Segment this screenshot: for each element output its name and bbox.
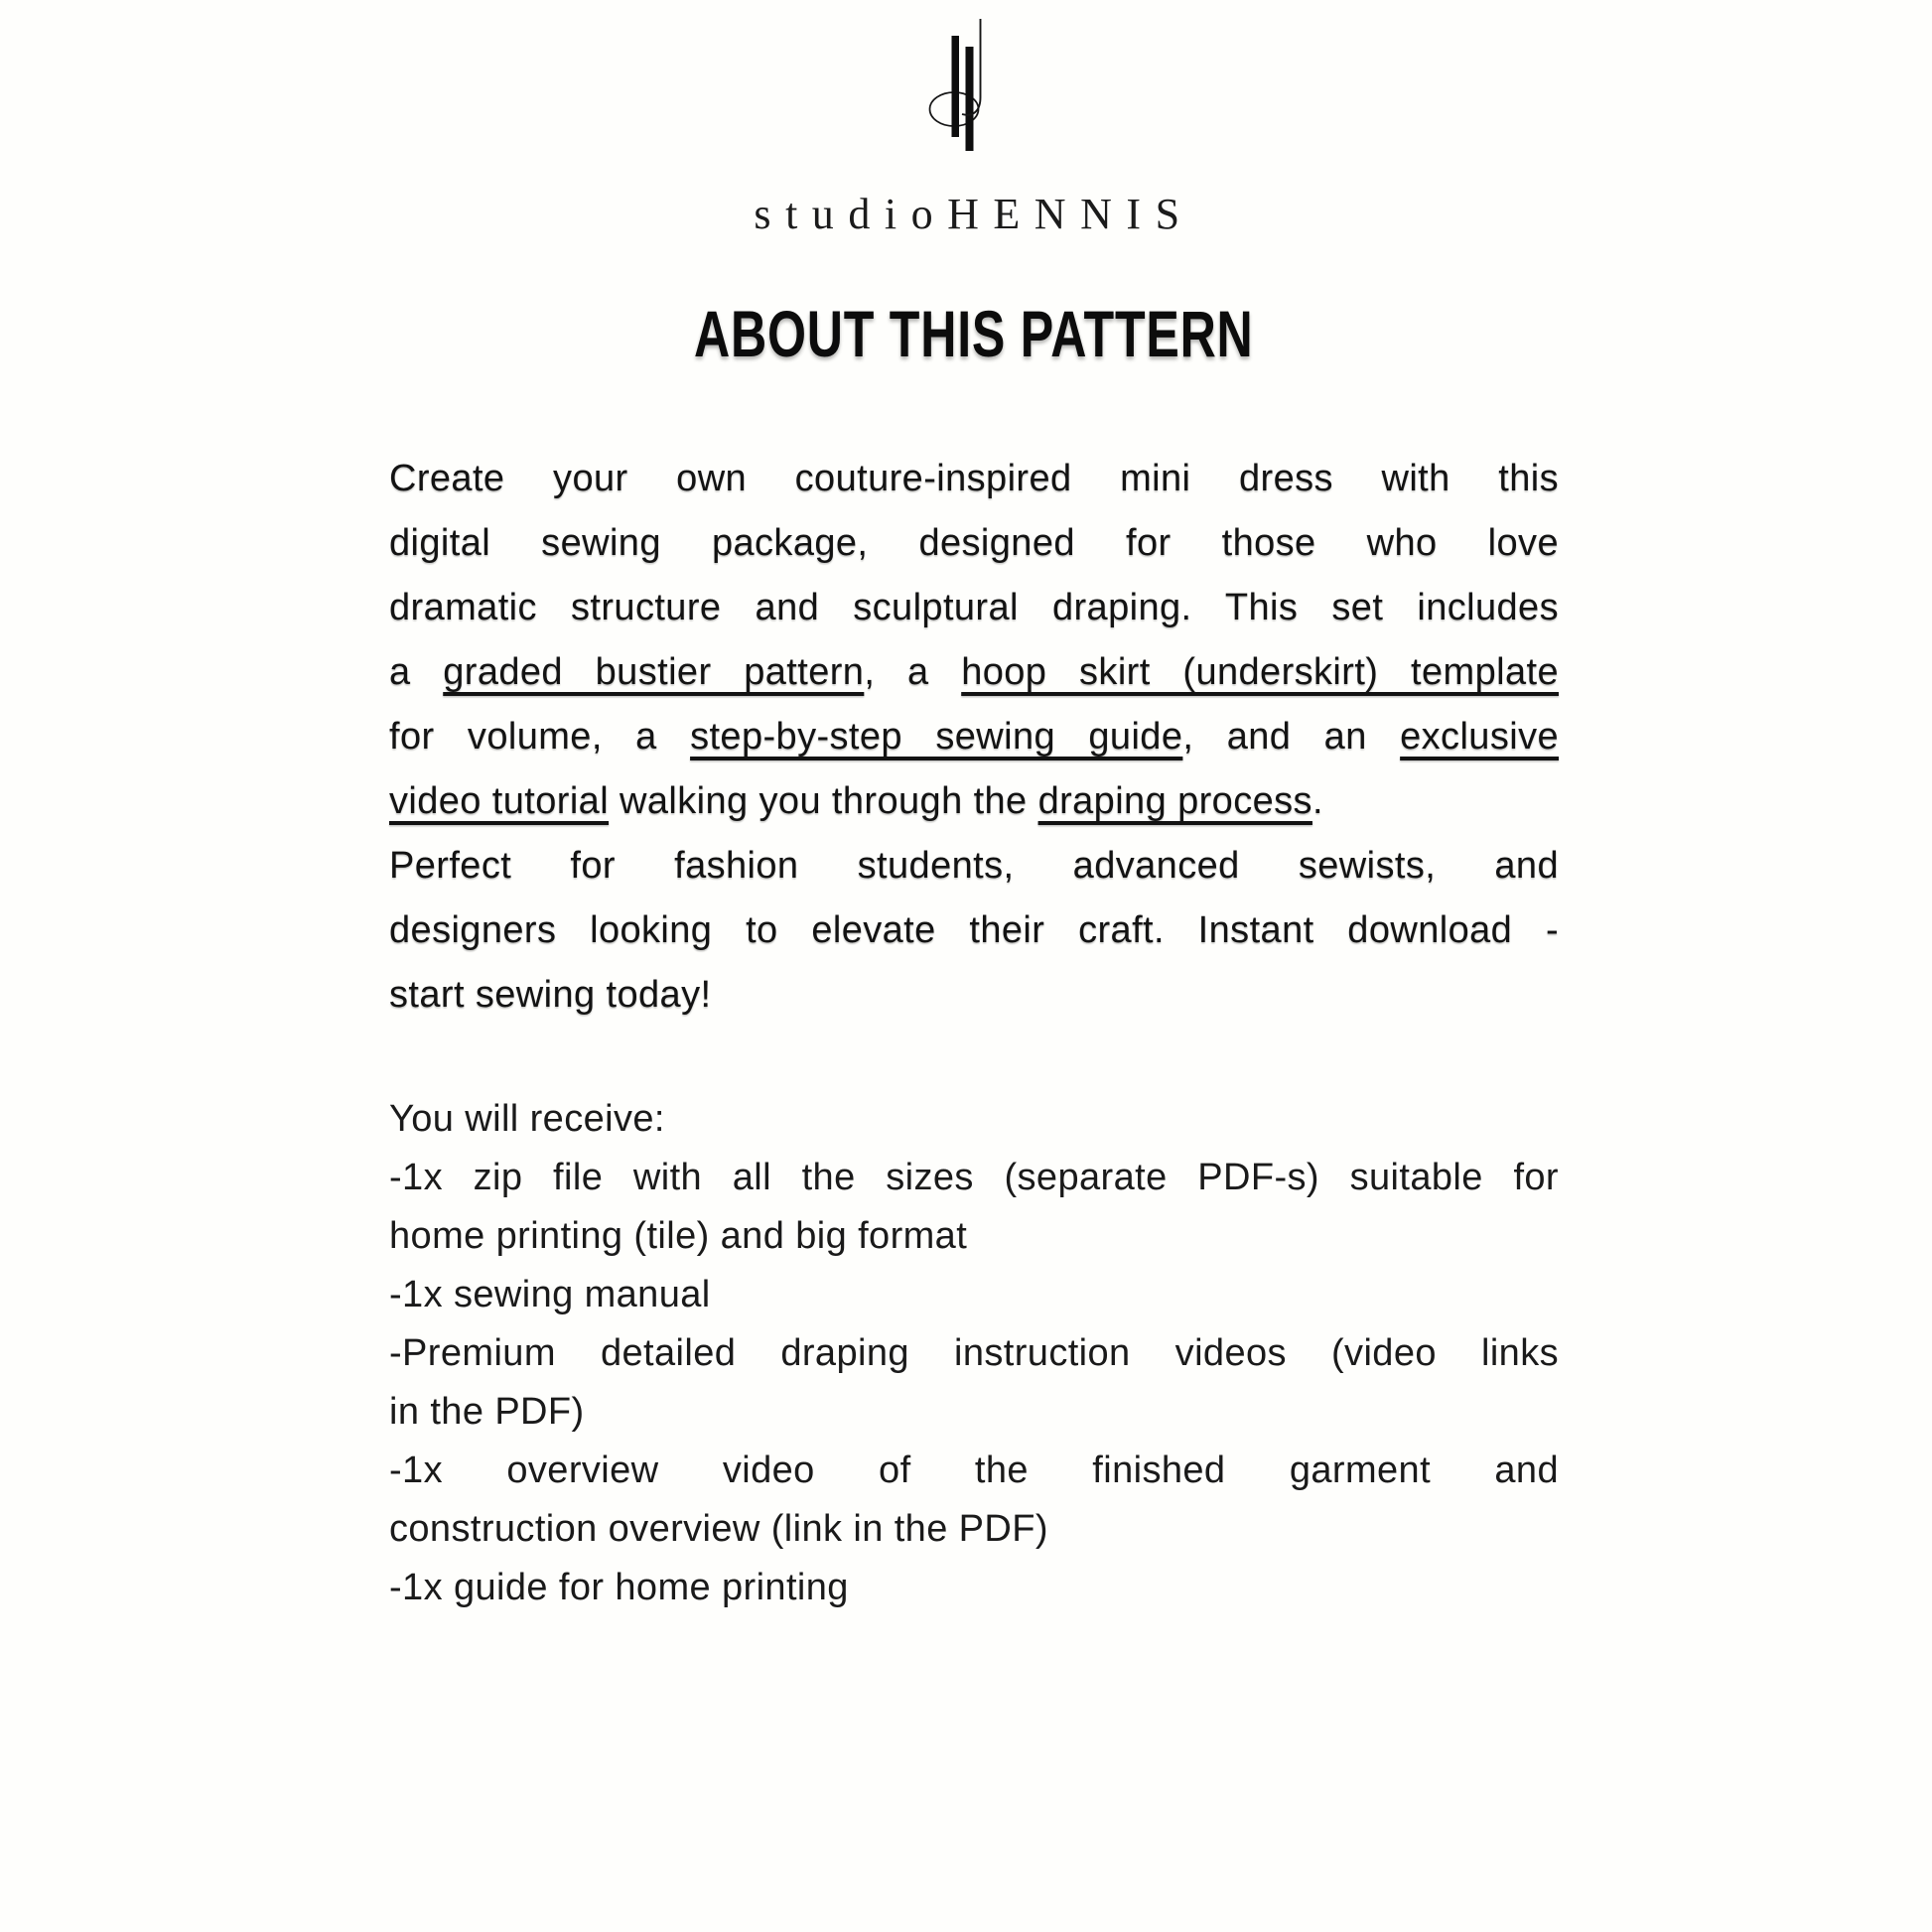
text-line <box>389 1266 1559 1324</box>
text-segment: a <box>389 651 444 693</box>
text-line <box>389 511 1559 576</box>
text-segment: , a <box>864 651 962 693</box>
receive-list <box>389 1090 1559 1617</box>
underlined-phrase: video tutorial <box>389 780 610 822</box>
text-line <box>389 1383 1559 1442</box>
brand-wordmark: studioHENNIS <box>754 190 1194 238</box>
text-segment: start sewing today! <box>389 974 712 1016</box>
text-line <box>389 1324 1559 1383</box>
underlined-phrase: exclusive <box>1400 716 1560 758</box>
text-line <box>389 1090 1559 1149</box>
text-line <box>389 705 1559 769</box>
text-segment: in the PDF) <box>389 1391 585 1433</box>
text-line <box>389 1442 1559 1500</box>
text-segment: Perfect for fashion students, advanced sewists, and <box>389 845 1559 887</box>
text-segment: Create your own couture-inspired mini dress with this <box>389 458 1559 499</box>
text-line <box>389 834 1559 898</box>
text-line <box>389 640 1559 705</box>
underlined-phrase: graded bustier pattern <box>443 651 865 693</box>
text-segment: -Premium detailed draping instruction videos (video links <box>389 1332 1559 1374</box>
text-segment: -1x zip file with all the sizes (separate PDF-s) suitable for <box>389 1157 1559 1198</box>
text-line <box>389 447 1559 511</box>
text-segment: -1x overview video of the finished garment and <box>389 1449 1559 1491</box>
page-title-text: ABOUT THIS PATTERN <box>694 297 1254 370</box>
text-segment: dramatic structure and sculptural draping. This set includes <box>389 587 1559 628</box>
text-line <box>389 1500 1559 1559</box>
text-line <box>389 769 1559 834</box>
text-segment: walking you through the <box>609 780 1038 822</box>
text-line <box>389 1559 1559 1617</box>
text-segment: , and an <box>1182 716 1401 758</box>
text-segment: -1x sewing manual <box>389 1274 711 1315</box>
text-segment: construction overview (link in the PDF) <box>389 1508 1048 1550</box>
needle-and-thread-logo-icon <box>913 10 1033 169</box>
text-line <box>389 898 1559 963</box>
underlined-phrase: step-by-step sewing guide <box>690 716 1183 758</box>
text-line <box>389 1207 1559 1266</box>
underlined-phrase: draping process <box>1037 780 1312 822</box>
needle-bar-left <box>952 36 960 137</box>
intro-paragraph <box>389 447 1559 1028</box>
text-line <box>389 576 1559 640</box>
text-line <box>389 963 1559 1028</box>
text-segment: -1x guide for home printing <box>389 1567 849 1608</box>
needle-bar-right <box>966 47 974 151</box>
underlined-phrase: hoop skirt (underskirt) template <box>961 651 1559 693</box>
text-segment: designers looking to elevate their craft. Instant download - <box>389 909 1559 951</box>
text-segment: home printing (tile) and big format <box>389 1215 968 1257</box>
text-segment: digital sewing package, designed for those who love <box>389 522 1559 564</box>
page-title <box>389 297 1559 370</box>
text-segment: . <box>1311 780 1323 822</box>
text-segment: for volume, a <box>389 716 691 758</box>
text-line <box>389 1149 1559 1207</box>
text-segment: You will receive: <box>389 1098 665 1140</box>
